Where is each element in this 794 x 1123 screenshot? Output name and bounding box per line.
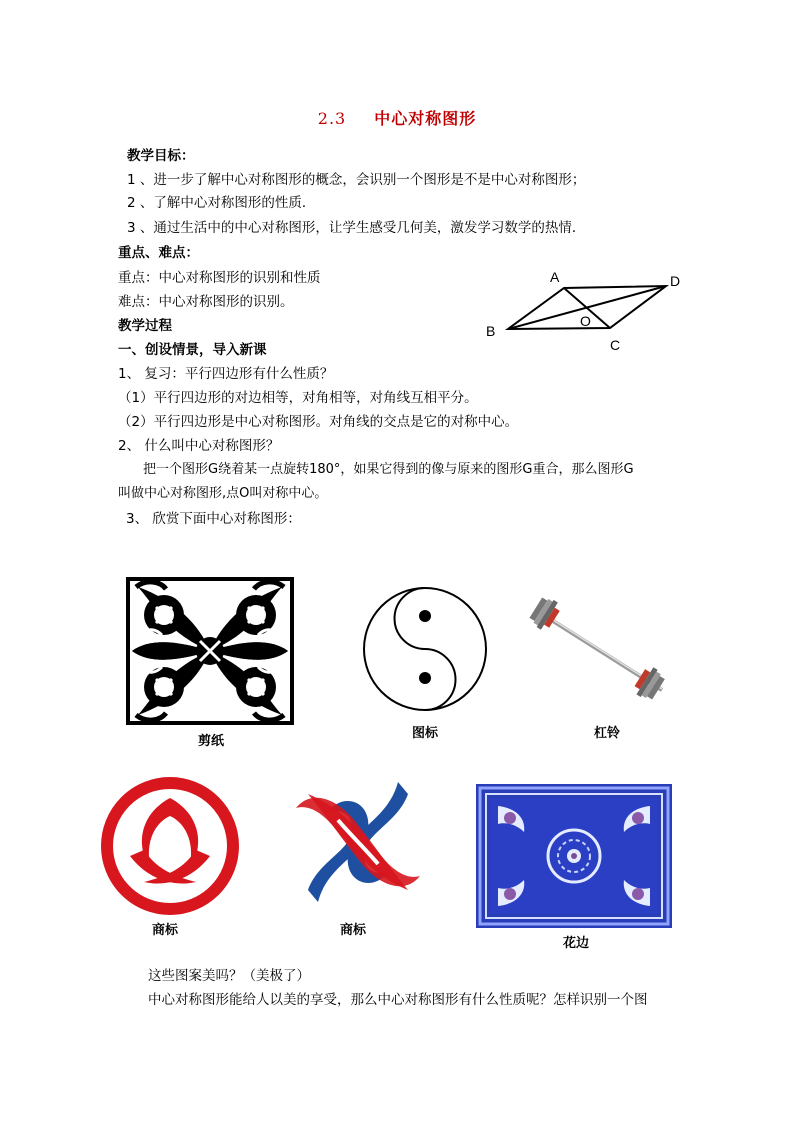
answer-1: （1）平行四边形的对边相等，对角相等，对角线互相平分。 bbox=[118, 390, 478, 406]
parallelogram-diagram bbox=[484, 266, 684, 356]
definition-line-1: 把一个图形G绕着某一点旋转180°，如果它得到的像与原来的图形G重合，那么图形G bbox=[143, 462, 634, 477]
question-1: 1、 复习：平行四边形有什么性质？ bbox=[118, 366, 334, 382]
key-point-focus: 重点：中心对称图形的识别和性质 bbox=[118, 270, 321, 286]
section-heading-1: 一、创设情景，导入新课 bbox=[118, 342, 267, 358]
title-text: 中心对称图形 bbox=[374, 109, 477, 128]
closing-text: 中心对称图形能给人以美的享受，那么中心对称图形有什么性质呢？怎样识别一个图 bbox=[148, 992, 648, 1008]
definition-line-2: 叫做中心对称图形,点O叫对称中心。 bbox=[118, 486, 328, 501]
paper-cut-image bbox=[126, 577, 294, 725]
caption-barbell: 杠铃 bbox=[593, 726, 620, 741]
caption-paper-cut: 剪纸 bbox=[197, 734, 224, 749]
page-title bbox=[0, 106, 794, 129]
logo-swirl-image bbox=[288, 772, 428, 912]
section-number: 2.3 bbox=[317, 109, 347, 128]
barbell-image bbox=[522, 598, 672, 708]
objective-item-3: 3 、通过生活中的中心对称图形，让学生感受几何美，激发学习数学的热情． bbox=[127, 220, 586, 236]
process-heading: 教学过程 bbox=[118, 318, 172, 334]
label-b: B bbox=[486, 323, 496, 339]
objective-item-1: 1 、进一步了解中心对称图形的概念，会识别一个图形是不是中心对称图形； bbox=[127, 172, 586, 188]
key-points-heading: 重点、难点： bbox=[118, 245, 199, 261]
caption-border: 花边 bbox=[562, 936, 589, 951]
caption-logo-2: 商标 bbox=[339, 923, 366, 938]
question-3: 3、 欣赏下面中心对称图形： bbox=[126, 511, 301, 527]
taiji-image bbox=[362, 586, 488, 712]
objective-item-2: 2 、了解中心对称图形的性质． bbox=[127, 195, 316, 211]
border-pattern-image bbox=[476, 784, 672, 928]
caption-taiji: 图标 bbox=[411, 726, 438, 741]
question-2: 2、 什么叫中心对称图形？ bbox=[118, 438, 280, 454]
key-point-difficulty: 难点：中心对称图形的识别。 bbox=[118, 294, 294, 310]
label-a: A bbox=[550, 269, 560, 285]
answer-2: （2）平行四边形是中心对称图形。对角线的交点是它的对称中心。 bbox=[118, 414, 519, 430]
caption-logo-1: 商标 bbox=[151, 923, 178, 938]
objectives-heading: 教学目标： bbox=[127, 148, 195, 164]
label-d: D bbox=[670, 273, 681, 289]
logo-red-circle-image bbox=[100, 776, 240, 916]
label-o: O bbox=[580, 313, 591, 329]
closing-question: 这些图案美吗？（美极了） bbox=[148, 968, 310, 984]
label-c: C bbox=[610, 337, 621, 353]
